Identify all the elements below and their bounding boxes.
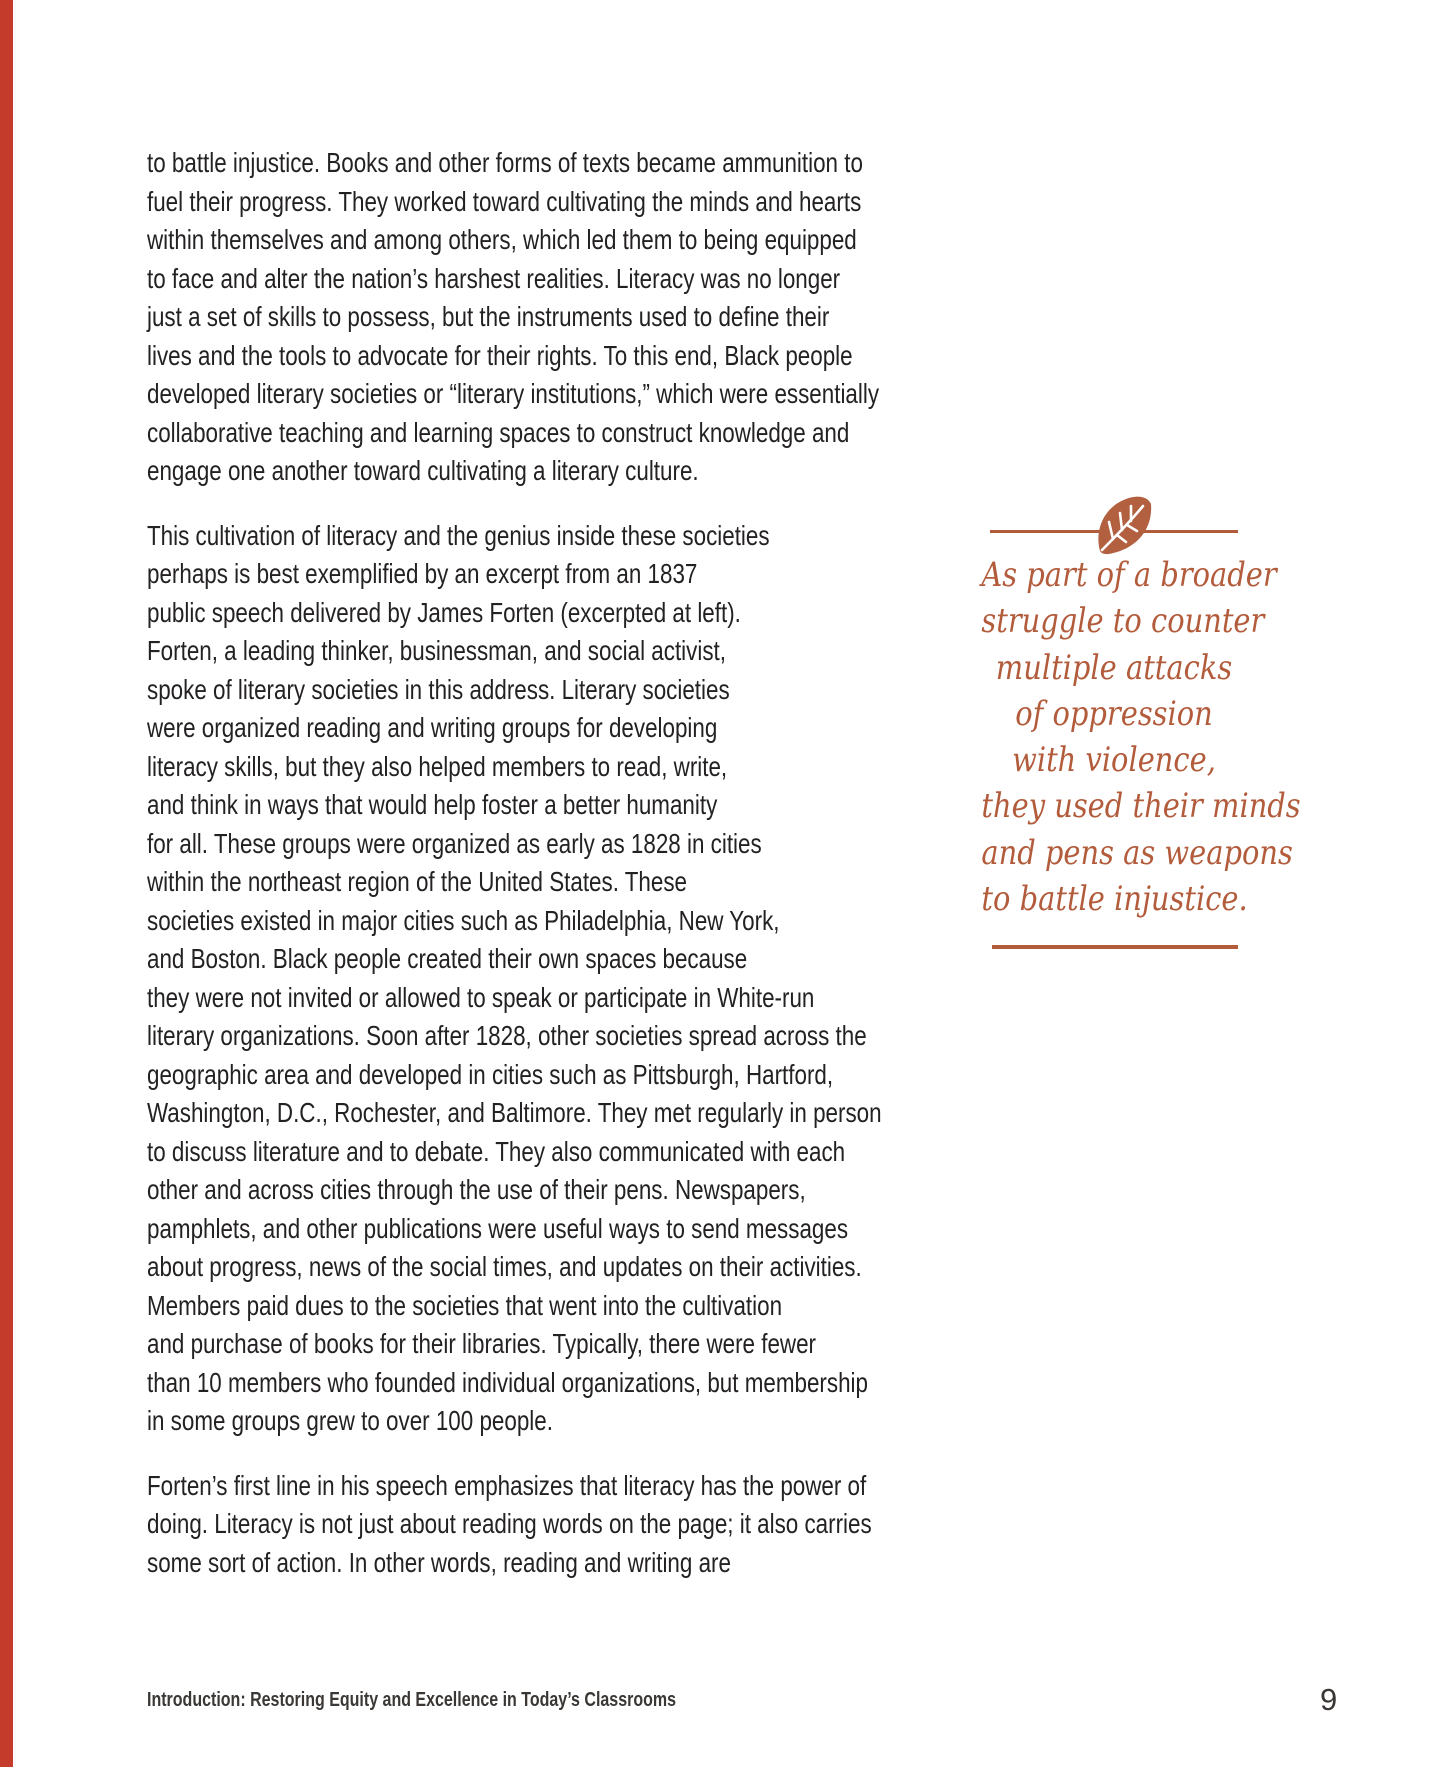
text-line: doing. Literacy is not just about reading words on the page; it also carries <box>147 1508 872 1539</box>
text-line: spoke of literary societies in this address. Literary societies <box>147 673 730 705</box>
text-line: collaborative teaching and learning spaces to construct knowledge and <box>147 416 850 448</box>
text-line: Members paid dues to the societies that went into the cultivation <box>147 1289 783 1321</box>
leaf-icon <box>1095 495 1153 556</box>
paragraph <box>147 144 1065 491</box>
pull-quote-line: struggle to counter <box>981 601 1265 642</box>
text-line: Forten, a leading thinker, businessman, and social activist, <box>147 635 726 666</box>
text-line: in some groups grew to over 100 people. <box>147 1405 553 1436</box>
page-edge-bar <box>0 0 13 1767</box>
paragraph <box>147 1467 1065 1583</box>
footer-running-title: Introduction: Restoring Equity and Excellence in Today’s Classrooms <box>147 1689 676 1711</box>
text-line: within themselves and among others, which led them to being equipped <box>147 224 857 255</box>
text-line: literary organizations. Soon after 1828, other societies spread across the <box>147 1020 867 1051</box>
text-line: other and across cities through the use of their pens. Newspapers, <box>147 1174 806 1205</box>
pull-quote-line: multiple attacks <box>995 647 1233 688</box>
text-line: pamphlets, and other publications were useful ways to send messages <box>147 1212 849 1244</box>
body-text-column <box>147 144 1065 1582</box>
text-line: and Boston. Black people created their own spaces because <box>147 943 748 974</box>
text-line: geographic area and developed in cities such as Pittsburgh, Hartford, <box>147 1058 834 1090</box>
page-number: 9 <box>1320 1682 1338 1717</box>
text-line: than 10 members who founded individual organizations, but membership <box>147 1366 868 1398</box>
text-line: for all. These groups were organized as early as 1828 in cities <box>147 827 762 859</box>
text-line: Washington, D.C., Rochester, and Baltimore. They met regularly in person <box>147 1097 882 1128</box>
text-line: they were not invited or allowed to speak or participate in White-run <box>147 981 815 1013</box>
text-line: about progress, news of the social times, and updates on their activities. <box>147 1251 862 1282</box>
text-line: within the northeast region of the United States. These <box>147 866 688 897</box>
text-line: to discuss literature and to debate. They also communicated with each <box>147 1135 846 1167</box>
pull-quote-line: they used their minds <box>981 786 1301 827</box>
text-line: perhaps is best exemplified by an excerpt from an 1837 <box>147 558 698 589</box>
text-line: public speech delivered by James Forten (excerpted at left). <box>147 596 741 628</box>
pull-quote-line: to battle injustice. <box>981 879 1248 920</box>
paragraph <box>147 517 1065 1441</box>
pull-quote-bottom-rule <box>992 945 1238 949</box>
text-line: developed literary societies or “literary institutions,” which were essentially <box>147 378 880 409</box>
pull-quote <box>958 552 1301 922</box>
text-line: lives and the tools to advocate for their rights. To this end, Black people <box>147 339 853 371</box>
text-line: engage one another toward cultivating a literary culture. <box>147 455 699 486</box>
text-line: fuel their progress. They worked toward cultivating the minds and hearts <box>147 185 862 217</box>
text-line: and think in ways that would help foster a better humanity <box>147 789 718 820</box>
text-line: just a set of skills to possess, but the instruments used to define their <box>147 301 830 332</box>
text-line: were organized reading and writing groups for developing <box>147 712 718 743</box>
pull-quote-line: and pens as weapons <box>981 832 1293 873</box>
text-line: Forten’s first line in his speech emphasizes that literacy has the power of <box>147 1469 867 1501</box>
text-line: societies existed in major cities such as Philadelphia, New York, <box>147 904 780 936</box>
text-line: literacy skills, but they also helped members to read, write, <box>147 750 728 782</box>
pull-quote-line: with violence, <box>1012 740 1216 781</box>
text-line: some sort of action. In other words, reading and writing are <box>147 1546 731 1578</box>
pull-quote-line: of oppression <box>1015 693 1213 734</box>
text-line: to face and alter the nation’s harshest realities. Literacy was no longer <box>147 262 841 294</box>
text-line: to battle injustice. Books and other forms of texts became ammunition to <box>147 147 863 178</box>
pull-quote-line: As part of a broader <box>981 555 1277 595</box>
text-line: and purchase of books for their libraries. Typically, there were fewer <box>147 1328 817 1359</box>
text-line: This cultivation of literacy and the genius inside these societies <box>147 519 770 551</box>
